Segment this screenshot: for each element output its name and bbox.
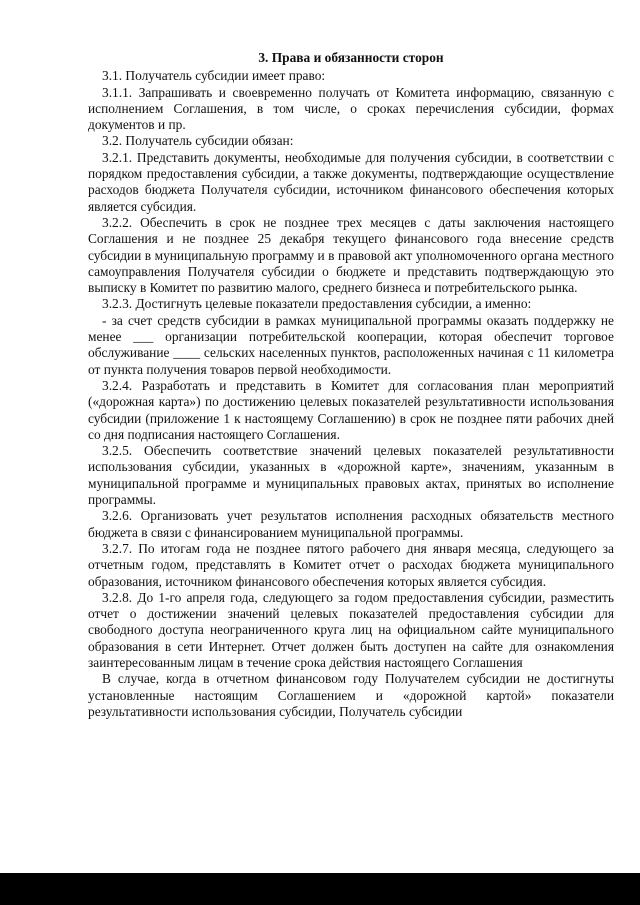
paragraph-failure-case: В случае, когда в отчетном финансовом году Получателем субсидии не достигнуты установленные настоящим Соглашением и «дорожной картой» показатели результативности использования субсидии, Получатель субсидии bbox=[88, 671, 614, 719]
section-title: 3. Права и обязанности сторон bbox=[258, 50, 444, 65]
paragraph-3-2: 3.2. Получатель субсидии обязан: bbox=[102, 133, 294, 149]
paragraph-3-1: 3.1. Получатель субсидии имеет право: bbox=[102, 68, 326, 84]
paragraph-3-2-1: 3.2.1. Представить документы, необходимые для получения субсидии, в соответствии с порядком предоставления субсидии, а также документы, подтверждающие осуществление расходов бюджета Получателя субсидии, источником финансового обеспечения которых является субсидия. bbox=[88, 149, 614, 214]
paragraph-3-2-8: 3.2.8. До 1-го апреля года, следующего за годом предоставления субсидии, разместить отчет о достижении значений целевых показателей предоставления субсидии для свободного доступа неограниченного круга лиц на официальном сайте муниципального образования в сети Интернет. Отчет должен быть доступен на сайте для ознакомления заинтересованным лицам в течение срока действия настоящего Соглашения bbox=[88, 589, 614, 670]
paragraph-3-2-6: 3.2.6. Организовать учет результатов исполнения расходных обязательств местного бюджета в связи с финансированием муниципальной программы. bbox=[88, 508, 614, 540]
paragraph-3-2-3: 3.2.3. Достигнуть целевые показатели предоставления субсидии, а именно: bbox=[102, 296, 532, 312]
paragraph-3-2-3-item: - за счет средств субсидии в рамках муниципальной программы оказать поддержку не менее ___ организации потребительской кооперации, которая обеспечит торговое обслуживание ____ сельских населенных пунктов, расположенных начиная с 11 километра от пункта получения товаров первой необходимости. bbox=[88, 312, 614, 377]
paragraph-3-2-4: 3.2.4. Разработать и представить в Комитет для согласования план мероприятий («дорожная карта») по достижению целевых показателей результативности использования субсидии (приложение 1 к настоящему Соглашению) в срок не позднее пяти рабочих дней со дня подписания настоящего Соглашения. bbox=[88, 377, 614, 442]
paragraph-3-2-5: 3.2.5. Обеспечить соответствие значений целевых показателей результативности использования субсидии, указанных в «дорожной карте», значениям, указанным в муниципальной программе и муниципальных правовых актах, принятых во исполнение программы. bbox=[88, 443, 614, 508]
scan-bottom-border bbox=[0, 873, 640, 905]
paragraph-3-2-7: 3.2.7. По итогам года не позднее пятого рабочего дня января месяца, следующего за отчетным годом, представлять в Комитет отчет о расходах бюджета муниципального образования, источником финансового обеспечения которых является субсидия. bbox=[88, 540, 614, 589]
paragraph-3-1-1: 3.1.1. Запрашивать и своевременно получать от Комитета информацию, связанную с исполнением Соглашения, в том числе, о сроках перечисления субсидии, формах документов и пр. bbox=[88, 84, 614, 133]
paragraph-3-2-2: 3.2.2. Обеспечить в срок не позднее трех месяцев с даты заключения настоящего Соглашения и не позднее 25 декабря текущего финансового года внесение средств субсидии в муниципальную программу и в правовой акт уполномоченного органа местного самоуправления Получателя субсидии о бюджете и представить подтверждающую это выписку в Комитет по развитию малого, среднего бизнеса и потребительского рынка. bbox=[88, 214, 614, 296]
document-page bbox=[88, 50, 614, 720]
